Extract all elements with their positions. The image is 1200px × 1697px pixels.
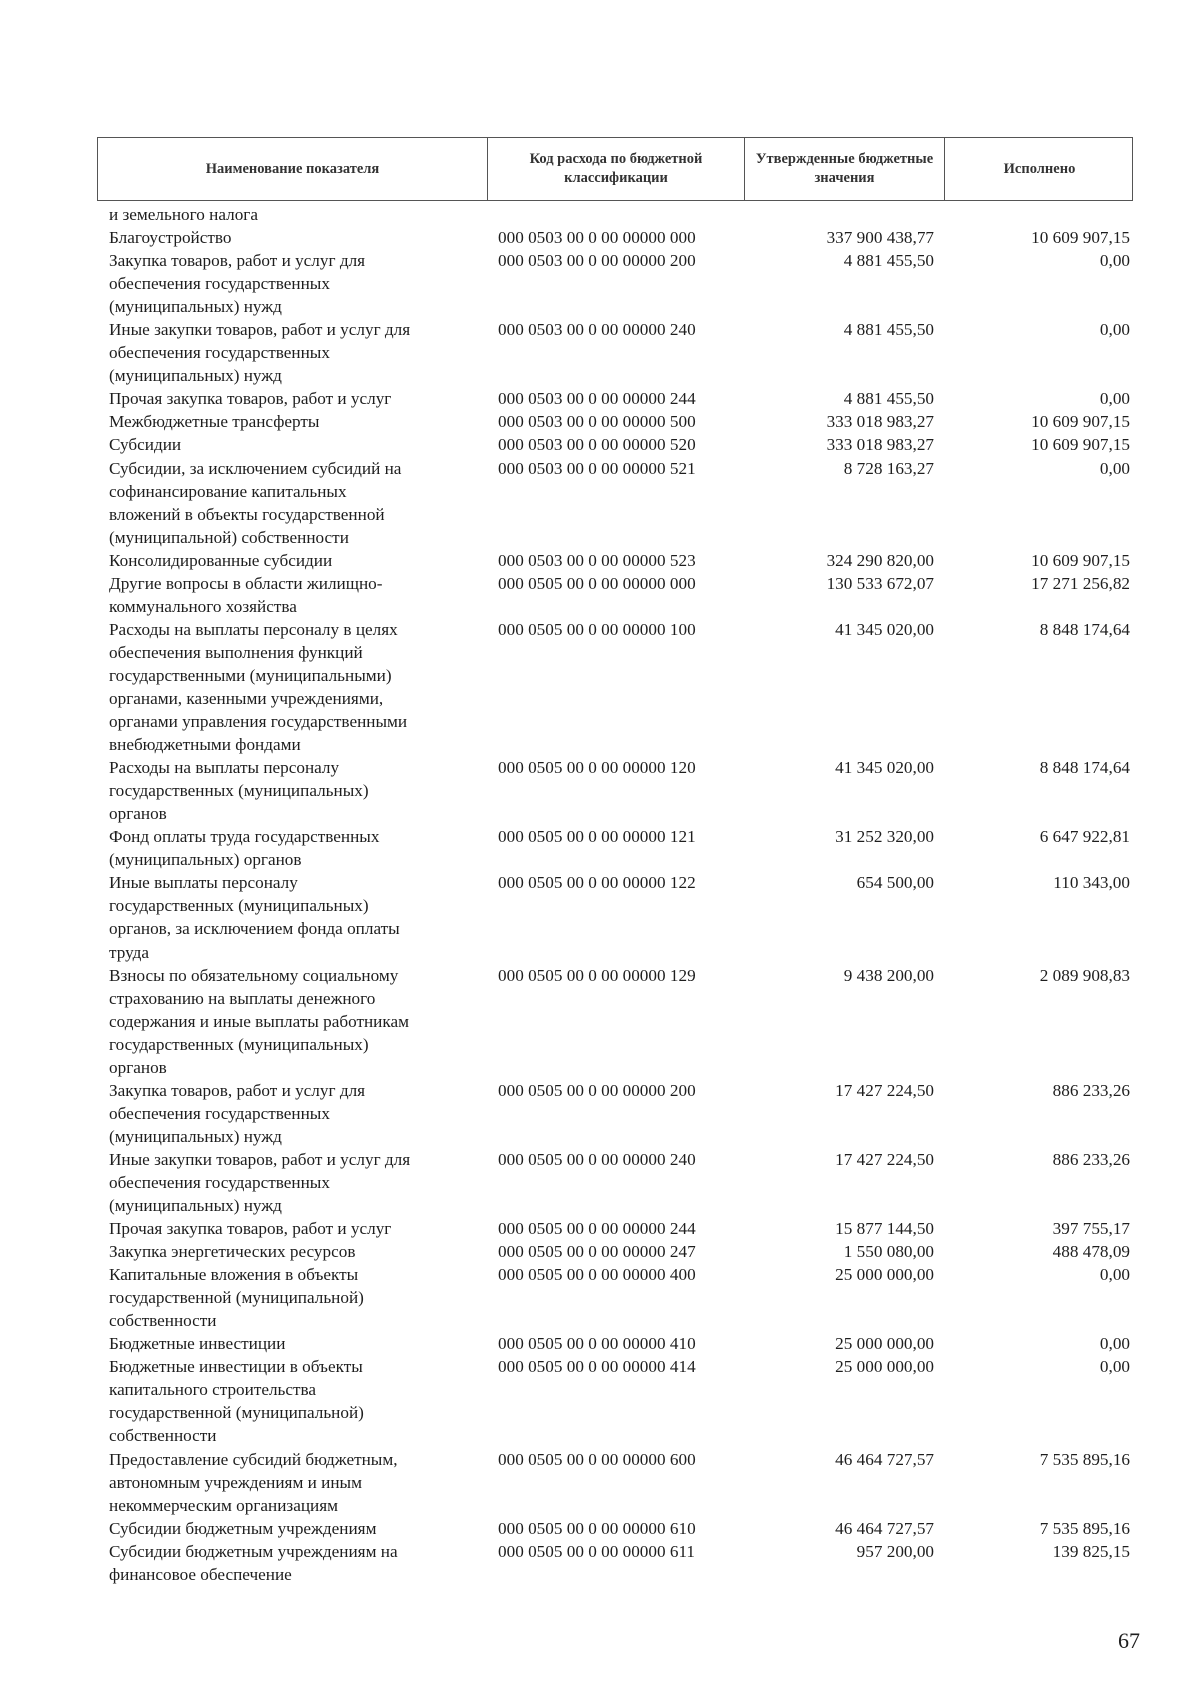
header-executed: Исполнено — [1003, 160, 1076, 177]
cell-executed: 488 478,09 — [1052, 1242, 1130, 1262]
cell-executed: 10 609 907,15 — [1031, 550, 1130, 570]
cell-approved — [744, 203, 944, 226]
cell-approved: 25 000 000,00 — [835, 1265, 934, 1285]
cell-code: 000 0503 00 0 00 00000 240 — [498, 320, 696, 340]
cell-executed: 10 609 907,15 — [1031, 228, 1130, 248]
cell-name: Иные закупки товаров, работ и услуг для обеспечения государственных (муниципальных) нужд — [109, 1149, 411, 1216]
cell-approved: 17 427 224,50 — [835, 1080, 934, 1100]
cell-approved: 337 900 438,77 — [826, 228, 934, 248]
cell-executed: 2 089 908,83 — [1039, 965, 1130, 985]
table-row — [97, 618, 1133, 756]
cell-executed: 0,00 — [1099, 1357, 1130, 1377]
cell-code: 000 0505 00 0 00 00000 400 — [498, 1265, 696, 1285]
table-row — [97, 871, 1133, 963]
cell-name: и земельного налога — [109, 205, 258, 224]
cell-name: Прочая закупка товаров, работ и услуг — [109, 389, 392, 409]
table-row — [97, 226, 1133, 249]
cell-code: 000 0503 00 0 00 00000 000 — [498, 228, 696, 248]
cell-code: 000 0505 00 0 00 00000 121 — [498, 827, 696, 847]
table-row — [97, 964, 1133, 1079]
cell-executed: 0,00 — [1099, 1265, 1130, 1285]
cell-approved: 17 427 224,50 — [835, 1149, 934, 1169]
table-row — [97, 1355, 1133, 1447]
cell-name: Закупка товаров, работ и услуг для обеспечения государственных (муниципальных) нужд — [109, 1080, 366, 1146]
cell-executed: 7 535 895,16 — [1039, 1449, 1130, 1469]
cell-code: 000 0505 00 0 00 00000 120 — [498, 758, 696, 778]
header-name: Наименование показателя — [98, 138, 488, 200]
cell-name: Субсидии, за исключением субсидий на софинансирование капитальных вложений в объекты государственной (муниципальной) собственности — [109, 458, 402, 547]
cell-name: Бюджетные инвестиции — [109, 1334, 286, 1354]
cell-name: Другие вопросы в области жилищно- коммунального хозяйства — [109, 573, 383, 616]
cell-name: Консолидированные субсидии — [109, 550, 333, 570]
cell-name: Межбюджетные трансферты — [109, 412, 320, 432]
cell-approved: 9 438 200,00 — [843, 965, 934, 985]
cell-executed: 0,00 — [1099, 1334, 1130, 1354]
cell-name: Иные выплаты персоналу государственных (муниципальных) органов, за исключением фонда оплаты труда — [109, 873, 400, 962]
cell-approved: 4 881 455,50 — [843, 320, 934, 340]
cell-executed: 0,00 — [1099, 251, 1130, 271]
cell-executed: 110 343,00 — [1053, 873, 1130, 893]
cell-name: Прочая закупка товаров, работ и услуг — [109, 1219, 392, 1239]
cell-approved: 130 533 672,07 — [826, 573, 934, 593]
header-code: Код расхода по бюджетной классификации — [488, 138, 745, 200]
table-row — [97, 387, 1133, 410]
table-row — [97, 203, 1133, 226]
table-row — [97, 1332, 1133, 1355]
table-row — [97, 318, 1133, 387]
cell-code: 000 0505 00 0 00 00000 000 — [498, 573, 696, 593]
cell-code: 000 0505 00 0 00 00000 600 — [498, 1449, 696, 1469]
table-row — [97, 1217, 1133, 1240]
cell-approved: 41 345 020,00 — [835, 619, 934, 639]
cell-executed: 886 233,26 — [1052, 1080, 1130, 1100]
cell-approved: 15 877 144,50 — [835, 1219, 934, 1239]
cell-name: Иные закупки товаров, работ и услуг для обеспечения государственных (муниципальных) нужд — [109, 320, 411, 386]
cell-executed: 17 271 256,82 — [1031, 573, 1130, 593]
cell-approved: 324 290 820,00 — [826, 550, 934, 570]
cell-name: Капитальные вложения в объекты государственной (муниципальной) собственности — [109, 1265, 364, 1331]
cell-code — [487, 203, 744, 226]
table-body — [97, 203, 1133, 1586]
cell-name: Фонд оплаты труда государственных (муниципальных) органов — [109, 827, 380, 870]
cell-executed: 10 609 907,15 — [1031, 412, 1130, 432]
table-row — [97, 1448, 1133, 1517]
table-row — [97, 1263, 1133, 1332]
cell-code: 000 0505 00 0 00 00000 240 — [498, 1149, 696, 1169]
cell-approved: 333 018 983,27 — [826, 412, 934, 432]
cell-code: 000 0505 00 0 00 00000 610 — [498, 1518, 696, 1538]
cell-name: Субсидии — [109, 435, 182, 455]
table-row — [97, 825, 1133, 871]
cell-approved: 46 464 727,57 — [835, 1518, 934, 1538]
cell-executed: 10 609 907,15 — [1031, 435, 1130, 455]
cell-code: 000 0503 00 0 00 00000 521 — [498, 458, 696, 478]
table-row — [97, 433, 1133, 456]
cell-name: Предоставление субсидий бюджетным, автономным учреждениям и иным некоммерческим организациям — [109, 1449, 398, 1515]
cell-approved: 25 000 000,00 — [835, 1357, 934, 1377]
cell-name: Расходы на выплаты персоналу в целях обеспечения выполнения функций государственными (муниципальными) органами, казенными учреждениями, органами управления государственными внебюджетными фондами — [109, 619, 408, 755]
cell-executed: 0,00 — [1099, 458, 1130, 478]
table-row — [97, 1148, 1133, 1217]
cell-code: 000 0505 00 0 00 00000 611 — [498, 1541, 696, 1561]
table-row — [97, 249, 1133, 318]
cell-code: 000 0503 00 0 00 00000 500 — [498, 412, 696, 432]
cell-code: 000 0505 00 0 00 00000 129 — [498, 965, 696, 985]
cell-code: 000 0505 00 0 00 00000 122 — [498, 873, 696, 893]
page-number: 67 — [1118, 1628, 1140, 1653]
cell-executed: 139 825,15 — [1052, 1541, 1130, 1561]
cell-code: 000 0503 00 0 00 00000 520 — [498, 435, 696, 455]
cell-name: Субсидии бюджетным учреждениям — [109, 1518, 377, 1538]
table-row — [97, 549, 1133, 572]
cell-name: Расходы на выплаты персоналу государственных (муниципальных) органов — [109, 758, 369, 824]
cell-code: 000 0505 00 0 00 00000 200 — [498, 1080, 696, 1100]
cell-approved: 4 881 455,50 — [843, 389, 934, 409]
cell-approved: 8 728 163,27 — [843, 458, 934, 478]
cell-approved: 333 018 983,27 — [826, 435, 934, 455]
cell-code: 000 0503 00 0 00 00000 523 — [498, 550, 696, 570]
cell-executed: 397 755,17 — [1052, 1219, 1130, 1239]
cell-code: 000 0503 00 0 00 00000 244 — [498, 389, 696, 409]
cell-code: 000 0505 00 0 00 00000 414 — [498, 1357, 696, 1377]
cell-approved: 957 200,00 — [856, 1541, 934, 1561]
table-row — [97, 1240, 1133, 1263]
cell-approved: 654 500,00 — [856, 873, 934, 893]
header-approved: Утвержденные бюджетные значения — [745, 138, 945, 200]
table-row — [97, 1540, 1133, 1586]
cell-approved: 46 464 727,57 — [835, 1449, 934, 1469]
cell-approved: 25 000 000,00 — [835, 1334, 934, 1354]
table-header — [97, 137, 1133, 201]
cell-code: 000 0505 00 0 00 00000 244 — [498, 1219, 696, 1239]
table-row — [97, 756, 1133, 825]
cell-approved: 1 550 080,00 — [843, 1242, 934, 1262]
cell-code: 000 0505 00 0 00 00000 410 — [498, 1334, 696, 1354]
cell-executed: 886 233,26 — [1052, 1149, 1130, 1169]
cell-executed: 6 647 922,81 — [1039, 827, 1130, 847]
cell-approved: 4 881 455,50 — [843, 251, 934, 271]
cell-executed: 7 535 895,16 — [1039, 1518, 1130, 1538]
cell-approved: 41 345 020,00 — [835, 758, 934, 778]
cell-name: Благоустройство — [109, 228, 232, 248]
cell-approved: 31 252 320,00 — [835, 827, 934, 847]
cell-name: Закупка энергетических ресурсов — [109, 1242, 356, 1262]
cell-name: Субсидии бюджетным учреждениям на финансовое обеспечение — [109, 1541, 398, 1584]
cell-executed — [944, 203, 1133, 226]
table-row — [97, 1079, 1133, 1148]
table-row — [97, 572, 1133, 618]
cell-code: 000 0505 00 0 00 00000 100 — [498, 619, 696, 639]
table-row — [97, 410, 1133, 433]
cell-executed: 0,00 — [1099, 320, 1130, 340]
cell-name: Закупка товаров, работ и услуг для обеспечения государственных (муниципальных) нужд — [109, 251, 366, 317]
table-row — [97, 1517, 1133, 1540]
cell-code: 000 0503 00 0 00 00000 200 — [498, 251, 696, 271]
cell-name: Взносы по обязательному социальному страхованию на выплаты денежного содержания и иные выплаты работникам государственных (муниципальных) органов — [109, 965, 409, 1077]
table-row — [97, 457, 1133, 549]
cell-executed: 0,00 — [1099, 389, 1130, 409]
cell-code: 000 0505 00 0 00 00000 247 — [498, 1242, 696, 1262]
cell-executed: 8 848 174,64 — [1039, 758, 1130, 778]
cell-name: Бюджетные инвестиции в объекты капитального строительства государственной (муниципальной) собственности — [109, 1357, 364, 1446]
cell-executed: 8 848 174,64 — [1039, 619, 1130, 639]
